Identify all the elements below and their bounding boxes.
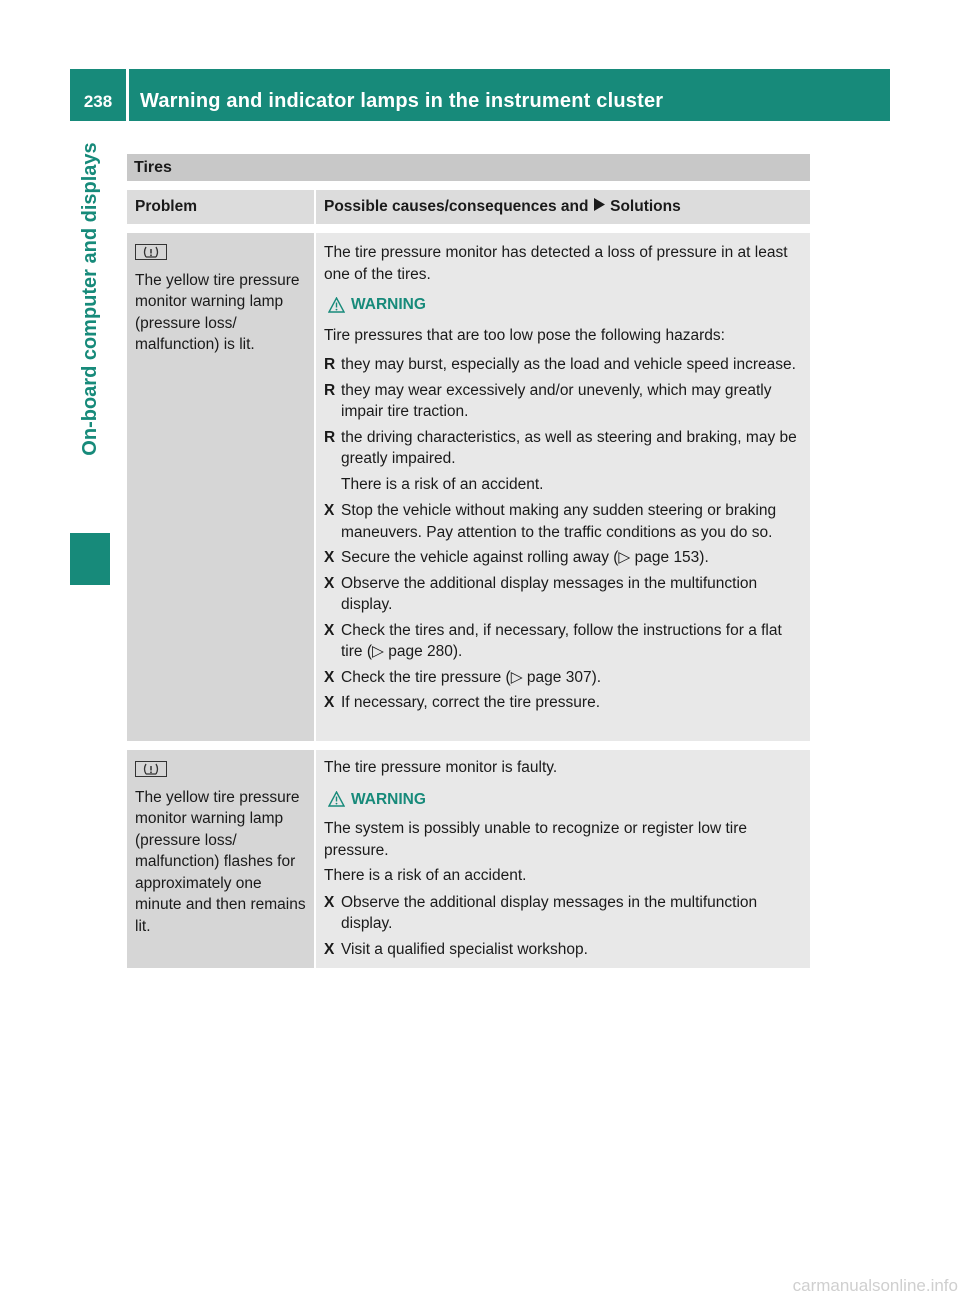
table-row bbox=[127, 750, 810, 968]
list-item: X Secure the vehicle against rolling away (▷ page 153). bbox=[324, 549, 709, 566]
warning-heading bbox=[324, 789, 804, 811]
side-tab-marker bbox=[70, 533, 110, 585]
play-arrow-icon bbox=[593, 197, 606, 212]
list-item: X Check the tire pressure (▷ page 307). bbox=[324, 668, 602, 686]
list-item: R the driving characteristics, as well as steering and braking, may be greatly impaired. bbox=[324, 428, 797, 467]
list-item: X Stop the vehicle without making any sudden steering or braking maneuvers. Pay attention to the traffic conditions as you do so. bbox=[324, 502, 777, 541]
risk-text: There is a risk of an accident. bbox=[341, 475, 544, 493]
list-item: X Observe the additional display messages in the multifunction display. bbox=[324, 893, 758, 932]
solutions-cell bbox=[316, 233, 810, 741]
footer-watermark: carmanualsonline.info bbox=[792, 1276, 958, 1295]
problem-text: The yellow tire pressure monitor warning lamp (pressure loss/ malfunction) flashes for approximately one minute and then remains lit. bbox=[135, 788, 306, 935]
header-divider bbox=[126, 69, 129, 121]
solutions-cell bbox=[316, 750, 810, 968]
list-item: X Check the tires and, if necessary, follow the instructions for a flat tire (▷ page 280). bbox=[324, 621, 782, 660]
warning-label: WARNING bbox=[351, 296, 426, 313]
column-header-problem: Problem bbox=[127, 190, 314, 224]
side-tab bbox=[70, 121, 110, 585]
list-item: R they may burst, especially as the load and vehicle speed increase. bbox=[324, 356, 796, 373]
warning-triangle-icon bbox=[328, 297, 345, 313]
intro-text: The tire pressure monitor is faulty. bbox=[324, 759, 558, 776]
section-title: Warning and indicator lamps in the instrument cluster bbox=[140, 90, 664, 112]
column-header-solutions-b: Solutions bbox=[610, 198, 681, 215]
list-item: X Observe the additional display messages in the multifunction display. bbox=[324, 574, 758, 613]
list-item: R they may wear excessively and/or unevenly, which may greatly impair tire traction. bbox=[324, 381, 772, 420]
problem-cell bbox=[127, 750, 314, 968]
page-header bbox=[70, 69, 890, 121]
warning-text: Tire pressures that are too low pose the following hazards: bbox=[324, 326, 725, 344]
problem-cell bbox=[127, 233, 314, 741]
table-header-row bbox=[127, 190, 810, 224]
side-tab-label: On-board computer and displays bbox=[79, 142, 101, 456]
column-header-solutions-a: Possible causes/consequences and bbox=[324, 198, 589, 215]
risk-text: There is a risk of an accident. bbox=[324, 867, 527, 884]
warning-text: The system is possibly unable to recognize or register low tire pressure. bbox=[324, 820, 747, 859]
list-item: X If necessary, correct the tire pressure. bbox=[324, 694, 601, 711]
tires-table bbox=[127, 154, 810, 968]
warning-label: WARNING bbox=[351, 790, 426, 808]
table-row bbox=[127, 233, 810, 741]
warning-triangle-icon bbox=[328, 791, 345, 807]
warning-heading bbox=[324, 294, 804, 316]
page-number: 238 bbox=[83, 92, 113, 111]
intro-text: The tire pressure monitor has detected a loss of pressure in at least one of the tires. bbox=[324, 244, 788, 283]
list-item: X Visit a qualified specialist workshop. bbox=[324, 940, 588, 958]
tire-pressure-lamp-icon bbox=[135, 244, 167, 260]
problem-text: The yellow tire pressure monitor warning lamp (pressure loss/ malfunction) is lit. bbox=[135, 271, 300, 353]
table-caption: Tires bbox=[127, 154, 810, 181]
column-header-solutions bbox=[316, 190, 810, 224]
tire-pressure-lamp-icon bbox=[135, 761, 167, 777]
